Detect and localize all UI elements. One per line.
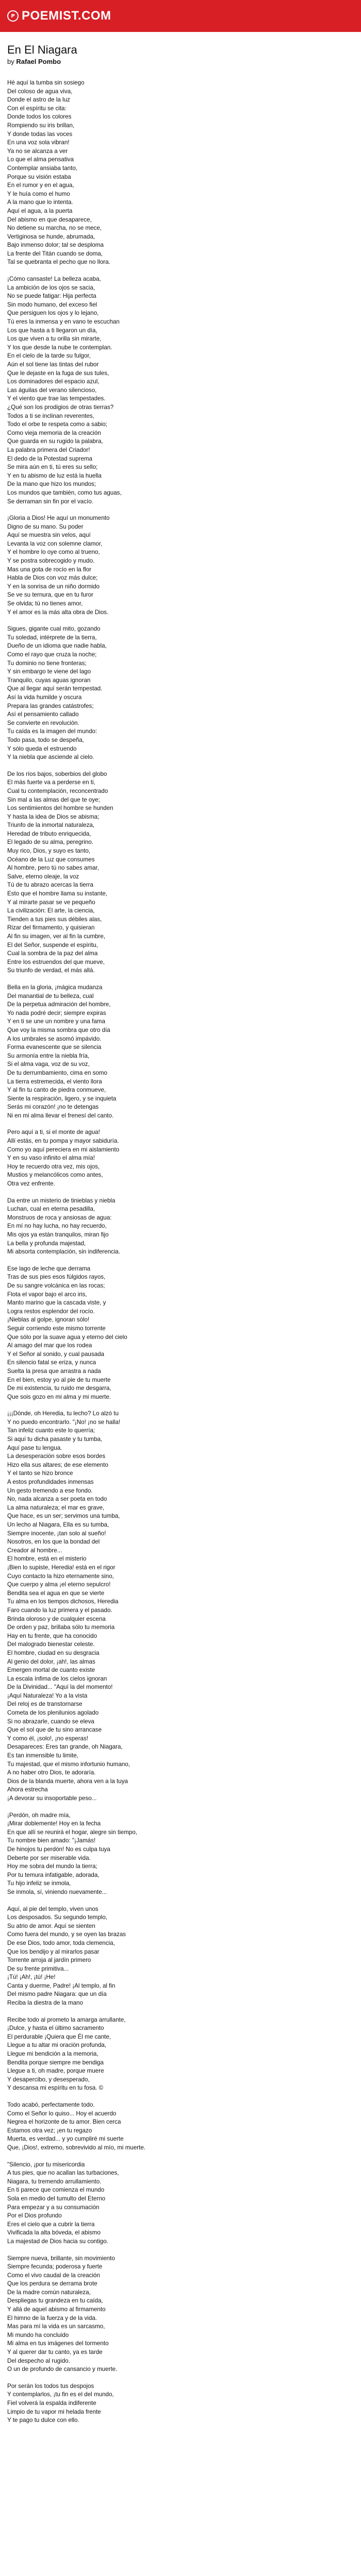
poem-line: Océano de la Luz que consumes	[7, 856, 95, 863]
poem-line: Y la niebla que asciende al cielo.	[7, 754, 94, 761]
poem-line: Siempre nueva, brillante, sin movimiento	[7, 2255, 115, 2262]
poem-line: ¡Cómo cansaste! La belleza acaba,	[7, 276, 101, 283]
poem-line: Tu majestad, que el mismo infortunio humano,	[7, 1760, 130, 1768]
poem-line: Aún el sol tiene las tintas del rubor	[7, 361, 99, 368]
poem-line: ¡Tú! ¡Ah!, ¡tú! ¡He!	[7, 1974, 56, 1981]
poem-line: Y no puedo encontrarlo. "¡No! ¡no se halla!	[7, 1418, 121, 1426]
poem-line: Y le huía como el humo	[7, 190, 70, 197]
poem-line: Y al querer dar tu canto, ya es tarde	[7, 2349, 103, 2356]
poem-line: Del coloso de agua viva,	[7, 88, 73, 95]
poem-line: La ambición de los ojos se sacia,	[7, 284, 95, 291]
poem-line: Llegue a ti, oh madre, porque muere	[7, 2067, 104, 2075]
poem-line: Todo pasa, todo se despeña,	[7, 736, 84, 743]
poem-line: Tu soledad, intérprete de la tierra,	[7, 634, 97, 641]
poem-line: Limpio de tu vapor mi helada frente	[7, 2408, 101, 2415]
stanza	[7, 1811, 354, 1897]
poem-line: Y los que desde la nube te contemplan.	[7, 344, 112, 351]
poem-line: El hombre, ciudad en su desgracia	[7, 1649, 100, 1656]
poem-line: Que sólo por la suave agua y eterno del cielo	[7, 1333, 127, 1341]
poem-line: Bella en la gloria, ¡mágica mudanza	[7, 984, 103, 991]
poem-line: El del Señor, suspende el espíritu,	[7, 941, 98, 948]
poem-line: Todos a ti se inclinan reverentes,	[7, 412, 94, 419]
poem-line: De ese Dios, todo amor, toda clemencia,	[7, 1939, 115, 1946]
poem-line: A los umbrales se asomó impávido.	[7, 1035, 102, 1042]
poem-line: De la mano que hizo los mundos;	[7, 481, 96, 488]
poem-line: Forma evanescente que se silencia	[7, 1044, 102, 1051]
poem-line: Nosotros, en los que la bondad del	[7, 1538, 100, 1546]
poem-line: Deberte por ser miserable vida.	[7, 1854, 91, 1861]
poem-line: Sin modo humano, del exceso fiel	[7, 301, 97, 308]
poem-line: Seguir corriendo este mismo torrente	[7, 1325, 106, 1332]
poem-line: Flota el vapor bajo el arco iris,	[7, 1291, 87, 1298]
poem-line: Negrea el horizonte de tu amor. Bien cerca	[7, 2119, 121, 2126]
poem-line: Ya no se alcanza a ver	[7, 147, 68, 155]
poem-line: Los mundos que también, como tus aguas,	[7, 489, 122, 496]
poem-line: Y desapercibo, y desesperado,	[7, 2076, 90, 2083]
stanza	[7, 2161, 354, 2246]
poem-line: Cual tu contemplación, reconcentrado	[7, 787, 108, 794]
poem-line: Se inmola, sí, viniendo nuevamente...	[7, 1888, 107, 1895]
stanza	[7, 79, 354, 267]
poem-line: Las águilas del verano silencioso,	[7, 386, 97, 394]
poem-line: Por tu temura infatigable, adorada,	[7, 1871, 100, 1878]
poem-line: Que guarda en su rugido la palabra,	[7, 438, 103, 445]
poem-line: Y como él, ¡solo!, ¡no esperas!	[7, 1735, 89, 1742]
poem-line: Triunfo de la inmortal naturaleza,	[7, 822, 95, 829]
poem-line: Para empezar y a su consumación	[7, 2204, 100, 2211]
poem-line: Y al mirarte pasar se ve pequeño	[7, 899, 95, 906]
poem-line: Porque su visión estaba	[7, 173, 71, 180]
poem-line: Al fin su imagen, ver al fin la cumbre,	[7, 933, 106, 940]
poem-line: Despliegas tu grandeza en tu caída,	[7, 2297, 103, 2304]
poem-line: La alma naturaleza; el mar es grave,	[7, 1504, 105, 1511]
poem-line: Tan infeliz cuanto este lo querría;	[7, 1427, 95, 1434]
poem-line: El hombre, está en el misterio	[7, 1555, 87, 1563]
poem-line: Que, ¡Dios!, extremo, sobrevivido al mío, mi muerte.	[7, 2144, 146, 2151]
poem-line: Muerta, es verdad... y yo cumpliré mi suerte	[7, 2136, 124, 2143]
poem-line: Y se postra sobrecogido y mudo.	[7, 557, 95, 565]
poem-line: Como yo aquí pereciera en mi aislamiento	[7, 1146, 120, 1153]
poem-line: La majestad de Dios hacia su contigo.	[7, 2238, 108, 2245]
poem-line: Desapareces: Eres tan grande, oh Niagara,	[7, 1743, 123, 1751]
poem-line: Dios de la blanda muerte, ahora ven a la tuya	[7, 1777, 128, 1785]
poem-line: Ni en mi alma llevar el frenesí del canto.	[7, 1112, 114, 1119]
poem-line: De hinojos tu perdón! No es culpa tuya	[7, 1845, 110, 1853]
poem-line: Tu hijo infeliz se inmola,	[7, 1880, 71, 1887]
poem-line: Que voy la misma sombra que otro día	[7, 1026, 110, 1033]
poem-line: Y hasta la idea de Dios se abisma;	[7, 813, 100, 820]
poem-line: De la perpetua admiración del hombre,	[7, 1001, 111, 1008]
stanza	[7, 1265, 354, 1402]
poem-line: A no haber otro Dios, te adoraría.	[7, 1769, 96, 1776]
poem-line: Su armonía entre la niebla fría,	[7, 1052, 90, 1059]
poem-line: Sigues, gigante cual mito, gozando	[7, 625, 101, 633]
poem-line: Ahora estrecha	[7, 1786, 48, 1793]
poem-line: Y descansa mi espíritu en tu fosa. ©	[7, 2084, 104, 2092]
poem-line: Que el sol que de tu sino arrancase	[7, 1726, 102, 1734]
poem-line: Que los perdura se derrama brote	[7, 2280, 97, 2287]
poem-line: Y en la sonrisa de un niño dormido	[7, 583, 100, 590]
poem-line: Se convierte en revolución.	[7, 719, 79, 726]
poem-line: Emergen mortal de cuanto existe	[7, 1667, 95, 1674]
poem-line: Todo acabó, perfectamente todo.	[7, 2102, 95, 2108]
poem-line: ¡Nieblas al golpe, ignoran sólo!	[7, 1316, 90, 1324]
poem-author	[7, 58, 354, 65]
author-name[interactable]: Rafael Pombo	[16, 58, 61, 65]
poem-line: Donde el astro de la luz	[7, 96, 70, 104]
poem-line: De la Divinidad... "Aquí la del momento!	[7, 1684, 113, 1691]
poem-line: Logra restos esplendor del rocío.	[7, 1308, 95, 1315]
poem-line: Por el Dios profundo	[7, 2212, 62, 2219]
poem-line: El himno de la fuerza y de la vida.	[7, 2314, 97, 2321]
poem-line: Tal se quebranta el pecho que no llora.	[7, 259, 110, 266]
poem-line: Ese lago de leche que derrama	[7, 1265, 91, 1272]
poem-line: ¡Perdón, oh madre mía,	[7, 1811, 71, 1819]
poem-line: De su frente primitiva...	[7, 1965, 69, 1972]
poem-line: ¡Aquí Naturaleza! Yo a la vista	[7, 1692, 88, 1699]
stanza	[7, 984, 354, 1121]
poem-line: Niagara, tu tremendo arrullamiento.	[7, 2178, 102, 2185]
poem-line: Que le dejaste en la fuga de sus tules,	[7, 369, 109, 377]
poem-line: Que al llegar aquí serán tempestad.	[7, 685, 103, 692]
poem-line: Los dominadores del espacio azul,	[7, 378, 100, 385]
poem-line: Mis ojos ya están tranquilos, miran fijo	[7, 1231, 109, 1238]
poem-line: Al hombre, pero tú no sabes amar,	[7, 865, 99, 872]
poem-line: Como el Señor lo quiso... Hoy el acuerdo	[7, 2110, 117, 2117]
poem-line: Si aquí tu dicha pasaste y tu tumba,	[7, 1436, 103, 1443]
poem-line: Como el vivo caudal de la creación	[7, 2272, 100, 2279]
poem-line: Si el alma vaga, voz de su voz,	[7, 1061, 90, 1068]
poem-line: Hé aquí la tumba sin sosiego	[7, 79, 85, 86]
poem-line: Se ve su ternura, que en tu furor	[7, 591, 93, 599]
poem-line: Aquí pase tu lengua.	[7, 1444, 62, 1451]
poem-line: Del mismo padre Niagara: que un día	[7, 1991, 107, 1998]
poem-line: O un de profundo de cansancio y muerte.	[7, 2366, 118, 2373]
poem-line: Y al fin tu canto de piedra conmueve,	[7, 1087, 106, 1094]
stanza	[7, 2016, 354, 2093]
poem-line: De los ríos bajos, soberbios del globo	[7, 770, 107, 777]
poem-line: Al amago del mar que los rodea	[7, 1342, 92, 1349]
poem-line: Por serán los todos tus despojos	[7, 2382, 94, 2389]
poem-line: No se puede fatigar: Hija perfecta	[7, 293, 96, 300]
poem-line: Del abismo en que desaparece,	[7, 216, 92, 223]
poem-line: De orden y paz, brillaba sólo tu memoria	[7, 1624, 115, 1631]
poem-line: La desesperación sobre esos bordes	[7, 1453, 106, 1460]
poem-line: ¡Mirar doblemente! Hoy en la fecha	[7, 1820, 101, 1827]
poem-line: Habla de Dios con voz más dulce;	[7, 574, 98, 582]
poem-line: Brinda oloroso y de cualquier escena	[7, 1615, 106, 1622]
poem-line: Hizo ella sus altares; de ese elemento	[7, 1461, 108, 1468]
poem-line: Aquí se muestra sin velos, aquí	[7, 532, 91, 539]
poem-body	[7, 79, 354, 2425]
poem-line: Manto marino que la cascada viste, y	[7, 1299, 106, 1307]
poem-line: Es tan inmensible tu limite,	[7, 1752, 78, 1759]
poem-line: Los que viven a tu orilla sin mirarte,	[7, 335, 102, 343]
poem-line: Y sin embargo te viene del lago	[7, 668, 91, 675]
poem-line: De mi existencia, tu ruido me desgarra,	[7, 1385, 111, 1392]
poem-line: Bendita sea el agua en que se vierte	[7, 1589, 105, 1597]
stanza	[7, 1905, 354, 2008]
poem-line: Mi alma en tus imágenes del tormento	[7, 2340, 109, 2347]
poem-line: Y en tu abismo de luz está la huella	[7, 472, 102, 479]
poem-line: Tu caída es la imagen del mundo:	[7, 728, 97, 735]
poem-line: Tu nombre bien amado: "¡Jamás!	[7, 1837, 96, 1844]
poem-line: En silencio fatal se eriza, y nunca	[7, 1359, 96, 1366]
poem-line: Y el viento que trae las tempestades.	[7, 395, 106, 402]
poem-line: Allí estás, en tu pompa y mayor sabiduría.	[7, 1138, 119, 1145]
poem-line: Un gesto tremendo a ese fondo.	[7, 1487, 93, 1494]
poem-line: Si no abrazarle, cuando se eleva	[7, 1718, 94, 1725]
poem-line: En una voz sola vibran!	[7, 139, 70, 146]
poem-line: Que hace, es un ser; servimos una tumba,	[7, 1513, 120, 1520]
poem-line: Rizar del firmamento, y quisieran	[7, 924, 95, 931]
poem-line: Los desposados. Su segundo templo,	[7, 1914, 108, 1921]
logo-text: POEMIST.COM	[22, 9, 111, 23]
poem-line: Vivificada la alta bóveda, el abismo	[7, 2229, 101, 2236]
poem-line: Un lecho al Niagara, Ella es su tumba,	[7, 1521, 109, 1528]
poem-line: Sola en medio del tumulto del Eterno	[7, 2195, 106, 2202]
poem-line: Todo el orbe te respeta como a sabio;	[7, 421, 107, 428]
poem-line: En ti parece que comienza el mundo	[7, 2187, 105, 2194]
poem-line: Da entre un misterio de tinieblas y niebla	[7, 1197, 116, 1204]
stanza	[7, 2255, 354, 2374]
poem-line: Así la vida humilde y oscura	[7, 693, 82, 701]
poem-line: Mas una gota de rocío en la flor	[7, 566, 92, 573]
poem-line: Que sois gozo en mi alma y mi muerte.	[7, 1393, 111, 1400]
poem-line: ¡Gloria a Dios! He aquí un monumento	[7, 515, 110, 522]
poem-line: La tierra estremecida, el viento llora	[7, 1078, 102, 1085]
poem-line: Prepara las grandes catástrofes;	[7, 702, 94, 709]
poem-line: Tú de tu abrazo acercas la tierra	[7, 882, 93, 889]
poem-line: Y en su vaso infinito el alma mía!	[7, 1155, 95, 1162]
poem-line: Aquí, al pie del templo, viven unos	[7, 1905, 99, 1912]
poem-line: A tus pies, que no acallan las turbaciones,	[7, 2170, 119, 2177]
poem-line: Con el espíritu se cita:	[7, 105, 67, 112]
poem-line: De tu derrumbamiento, cima en somo	[7, 1069, 107, 1076]
poem-line: El legado de su alma, peregrino.	[7, 839, 93, 846]
poem-line: Siente la respiración, ligero, y se inquieta	[7, 1095, 117, 1102]
poem-line: Se olvida; tú no tienes amor,	[7, 600, 83, 607]
poem-line: Creador al hombre...	[7, 1547, 62, 1554]
poem-line: El más fuerte va a perderse en ti,	[7, 779, 95, 786]
poem-line: En el rumor y en el agua,	[7, 182, 74, 189]
poem-line: Que los bendijo y al mirarlos pasar	[7, 1948, 100, 1955]
poem-line: Digno de su mano. Su poder	[7, 523, 84, 530]
poem-line: Torrente arroja al jardín primero	[7, 1957, 91, 1964]
poem-line: Heredad de tributo enriquecida,	[7, 830, 91, 837]
poem-line: Salve, eterno oleaje, la voz	[7, 873, 79, 880]
poem-line: En mí no hay lucha, no hay recuerdo,	[7, 1223, 107, 1230]
poem-line: Su atrio de amor. Aquí se sienten	[7, 1922, 95, 1929]
poem-line: Al genio del dolor, ¡ah!, las almas	[7, 1658, 95, 1665]
poem-line: Recibe todo al prometo la amarga arrullante,	[7, 2016, 126, 2023]
stanza	[7, 275, 354, 506]
poem-content	[0, 32, 361, 2425]
poem-line: Y te pago tu dulce con ello.	[7, 2417, 79, 2424]
poem-line: Llegue mi bendición a la memoria,	[7, 2050, 99, 2058]
poem-line: Mi absorta contemplación, sin indiferencia.	[7, 1248, 121, 1256]
poem-line: Los que hasta a ti llegaron un día,	[7, 327, 97, 334]
poem-line: Canta y duerme, Padre! ¡Al templo, al fin	[7, 1982, 116, 1989]
stanza	[7, 1410, 354, 1803]
poem-line: Su triunfo de verdad, el más allá.	[7, 967, 95, 974]
poem-line: Llegue a tu altar mi oración profunda,	[7, 2042, 107, 2049]
poem-line: La civilización: El arte, la ciencia,	[7, 907, 95, 914]
stanza	[7, 1128, 354, 1188]
poem-line: Del manantial de tu belleza, cual	[7, 992, 94, 999]
poem-line: Y allá de aquel abismo al firmamento	[7, 2306, 106, 2313]
stanza	[7, 2101, 354, 2153]
poem-line: Mi mundo ha concluido	[7, 2331, 69, 2338]
poem-line: "Silencio, ¡por tu misericordia	[7, 2161, 85, 2168]
poem-line: Bajo inmenso dolor; tal se desploma	[7, 242, 104, 249]
poem-line: Esto que el hombre llama su instante,	[7, 890, 107, 897]
poem-line: Aquí el agua, a la puerta	[7, 207, 73, 214]
poem-line: Muy rico, Dios, y suyo es tanto,	[7, 848, 91, 855]
poem-line: La palabra primera del Criador!	[7, 446, 90, 453]
poem-line: La escala ínfima de los cielos ignoran	[7, 1675, 107, 1682]
poem-line: Hoy te recuerdo otra vez, mis ojos,	[7, 1163, 100, 1170]
poem-line: ¡A devorar su insoportable peso...	[7, 1795, 97, 1802]
poem-line: La frente del Titán cuando se doma,	[7, 250, 103, 257]
site-header	[0, 0, 361, 32]
poem-line: No, nada alcanza a ser poeta en todo	[7, 1496, 107, 1503]
poem-line: A la mano que lo intenta.	[7, 199, 73, 206]
poem-line: ¡Dulce, y hasta el último sacramento	[7, 2025, 104, 2032]
poem-line: Y en ti se une un nombre y una fama	[7, 1018, 105, 1025]
poem-line: Los sentimientos del hombre se hunden	[7, 805, 113, 812]
poem-line: Pero aquí a ti, si el monte de agua!	[7, 1129, 100, 1136]
author-prefix: by	[7, 58, 17, 65]
poem-line: Y contemplarlos, ¡tu fin es el del mundo,	[7, 2391, 114, 2398]
poem-line: Como el rayo que cruza la noche;	[7, 651, 97, 658]
poem-line: Siempre fecunda; poderosa y fuerte	[7, 2263, 103, 2270]
poem-line: Vertiginosa se hunde, abrumada,	[7, 233, 95, 240]
poem-line: Faro cuando la luz primera y el pasado.	[7, 1606, 112, 1614]
poem-line: Se derraman sin fin por el vacío.	[7, 498, 93, 505]
poem-line: Sin mal a las almas del que te oye;	[7, 796, 100, 803]
poem-line: Y sólo queda el estruendo	[7, 745, 77, 752]
poem-line: Levanta la voz con solemne clamor,	[7, 540, 103, 547]
poem-line: Del reloj es de transtornarse	[7, 1701, 83, 1708]
poem-title: En El Niagara	[7, 43, 77, 56]
poem-line: Lo que el alma pensativa	[7, 156, 74, 163]
poem-line: Tu dominio no tiene fronteras;	[7, 659, 87, 667]
poem-line: En el bien, estoy yo al pie de tu muerte	[7, 1376, 111, 1383]
poem-line: Hay en tu frente, que ha conocido	[7, 1632, 97, 1639]
poem-line: Entre los estruendos del que mueve,	[7, 958, 105, 965]
poem-line: De la madre común naturaleza,	[7, 2289, 91, 2296]
poem-line: Monstruos de roca y ansiosas de agua:	[7, 1214, 112, 1221]
poem-line: Así el pensamiento callado	[7, 711, 79, 718]
stanza	[7, 514, 354, 617]
poem-line: Mustios y melancólicos como antes,	[7, 1172, 103, 1179]
poem-line: Otra vez enfrente.	[7, 1180, 55, 1188]
poem-line: Del malogrado bienestar celeste.	[7, 1641, 95, 1648]
poem-line: Yo nada podré decir; siempre expiras	[7, 1009, 106, 1016]
poem-line: No detiene su marcha, no se mece,	[7, 225, 102, 232]
poem-line: Estamos otra vez; ¡en tu regazo	[7, 2127, 92, 2134]
poem-line: Mas para mí la vida es un sarcasmo,	[7, 2323, 105, 2330]
poem-line: Tu alma en los tiempos dichosos, Heredia	[7, 1598, 119, 1605]
poem-line: Hoy me sobra del mundo la tierra;	[7, 1863, 97, 1870]
poem-line: Dueño de un idioma que nadie habla,	[7, 642, 107, 650]
poem-line: El perdurable ¡Quiera que Él me cante,	[7, 2033, 111, 2040]
poem-line: Y el tanto se hizo bronce	[7, 1470, 73, 1477]
poem-line: ¡Bien lo supiste, Heredia! está en el rigor	[7, 1564, 116, 1571]
poem-line: Contemplar ansiaba tanto,	[7, 164, 77, 172]
poem-line: Del despecho al rugido.	[7, 2357, 70, 2364]
poem-line: Siempre inocente, ¡tan solo al sueño!	[7, 1530, 106, 1537]
poem-line: Reciba la diestra de la mano	[7, 1999, 83, 2007]
poem-line: Como vieja memoria de la creación	[7, 429, 101, 436]
poem-line: Suelta la presa que arrastra a nada	[7, 1367, 101, 1375]
poem-line: Fiel volverá la espalda indiferente	[7, 2400, 96, 2406]
stanza	[7, 1197, 354, 1257]
logo-icon: P	[7, 10, 19, 22]
poem-line: Cometa de los plenilunios agolado	[7, 1709, 99, 1717]
site-logo[interactable]	[7, 9, 111, 23]
poem-line: Cual la sombra de la paz del alma	[7, 950, 98, 957]
poem-line: Y el amor es la más alta obra de Dios.	[7, 608, 109, 616]
poem-line: La bella y profunda majestad,	[7, 1240, 86, 1247]
poem-line: Serás mi corazón! ¡no te detengas	[7, 1104, 99, 1111]
poem-line: Se mira aún en ti, tú eres su sello;	[7, 464, 98, 471]
poem-line: Cuyo contacto la hizo eternamente sino,	[7, 1572, 114, 1580]
poem-line: En el cielo de la tarde su fulgor,	[7, 352, 91, 360]
poem-line: En que allí se reunirá el hogar, alegre sin tiempo,	[7, 1828, 137, 1836]
poem-line: Luchan, cual en eterna pesadilla,	[7, 1206, 95, 1213]
poem-line: Tienden a tus pies sus débiles alas,	[7, 916, 102, 923]
poem-line: Y el Señor al sonido, y cual pausada	[7, 1350, 104, 1358]
poem-line: Tranquilo, cuyas aguas ignoran	[7, 676, 91, 684]
poem-line: Eres el cielo que a cubrir la tierra	[7, 2221, 95, 2228]
stanza	[7, 770, 354, 975]
stanza	[7, 2382, 354, 2425]
stanza	[7, 625, 354, 762]
poem-line: ¡¡¡Dónde, oh Heredia, tu lecho? Lo alzó tu	[7, 1410, 119, 1417]
poem-line: A estos profundidades inmensas	[7, 1479, 94, 1486]
poem-line: ¿Qué son los prodigios de otras tierras?	[7, 403, 114, 411]
poem-line: Tras de sus pies esos fúlgidos rayos,	[7, 1274, 106, 1281]
poem-line: Y el hombre lo oye como al trueno,	[7, 549, 100, 556]
poem-line: Que cuerpo y alma ¡el eterno sepulcro!	[7, 1581, 111, 1588]
poem-line: Tú eres la inmensa y en vano te escuchan	[7, 318, 120, 326]
poem-line: Y donde todas las voces	[7, 130, 73, 138]
poem-line: El dedo de la Potestad suprema	[7, 455, 92, 462]
poem-line: Rompiendo su iris brillan,	[7, 122, 75, 129]
poem-line: Bendita porque siempre me bendiga	[7, 2059, 104, 2066]
poem-line: Donde todos los colores	[7, 113, 72, 121]
poem-line: De su sangre volcánica en las rocas;	[7, 1282, 105, 1289]
poem-line: Como fuera del mundo, y se oyen las brazas	[7, 1931, 126, 1938]
poem-line: Que persiguen los ojos y lo lejano,	[7, 310, 99, 317]
